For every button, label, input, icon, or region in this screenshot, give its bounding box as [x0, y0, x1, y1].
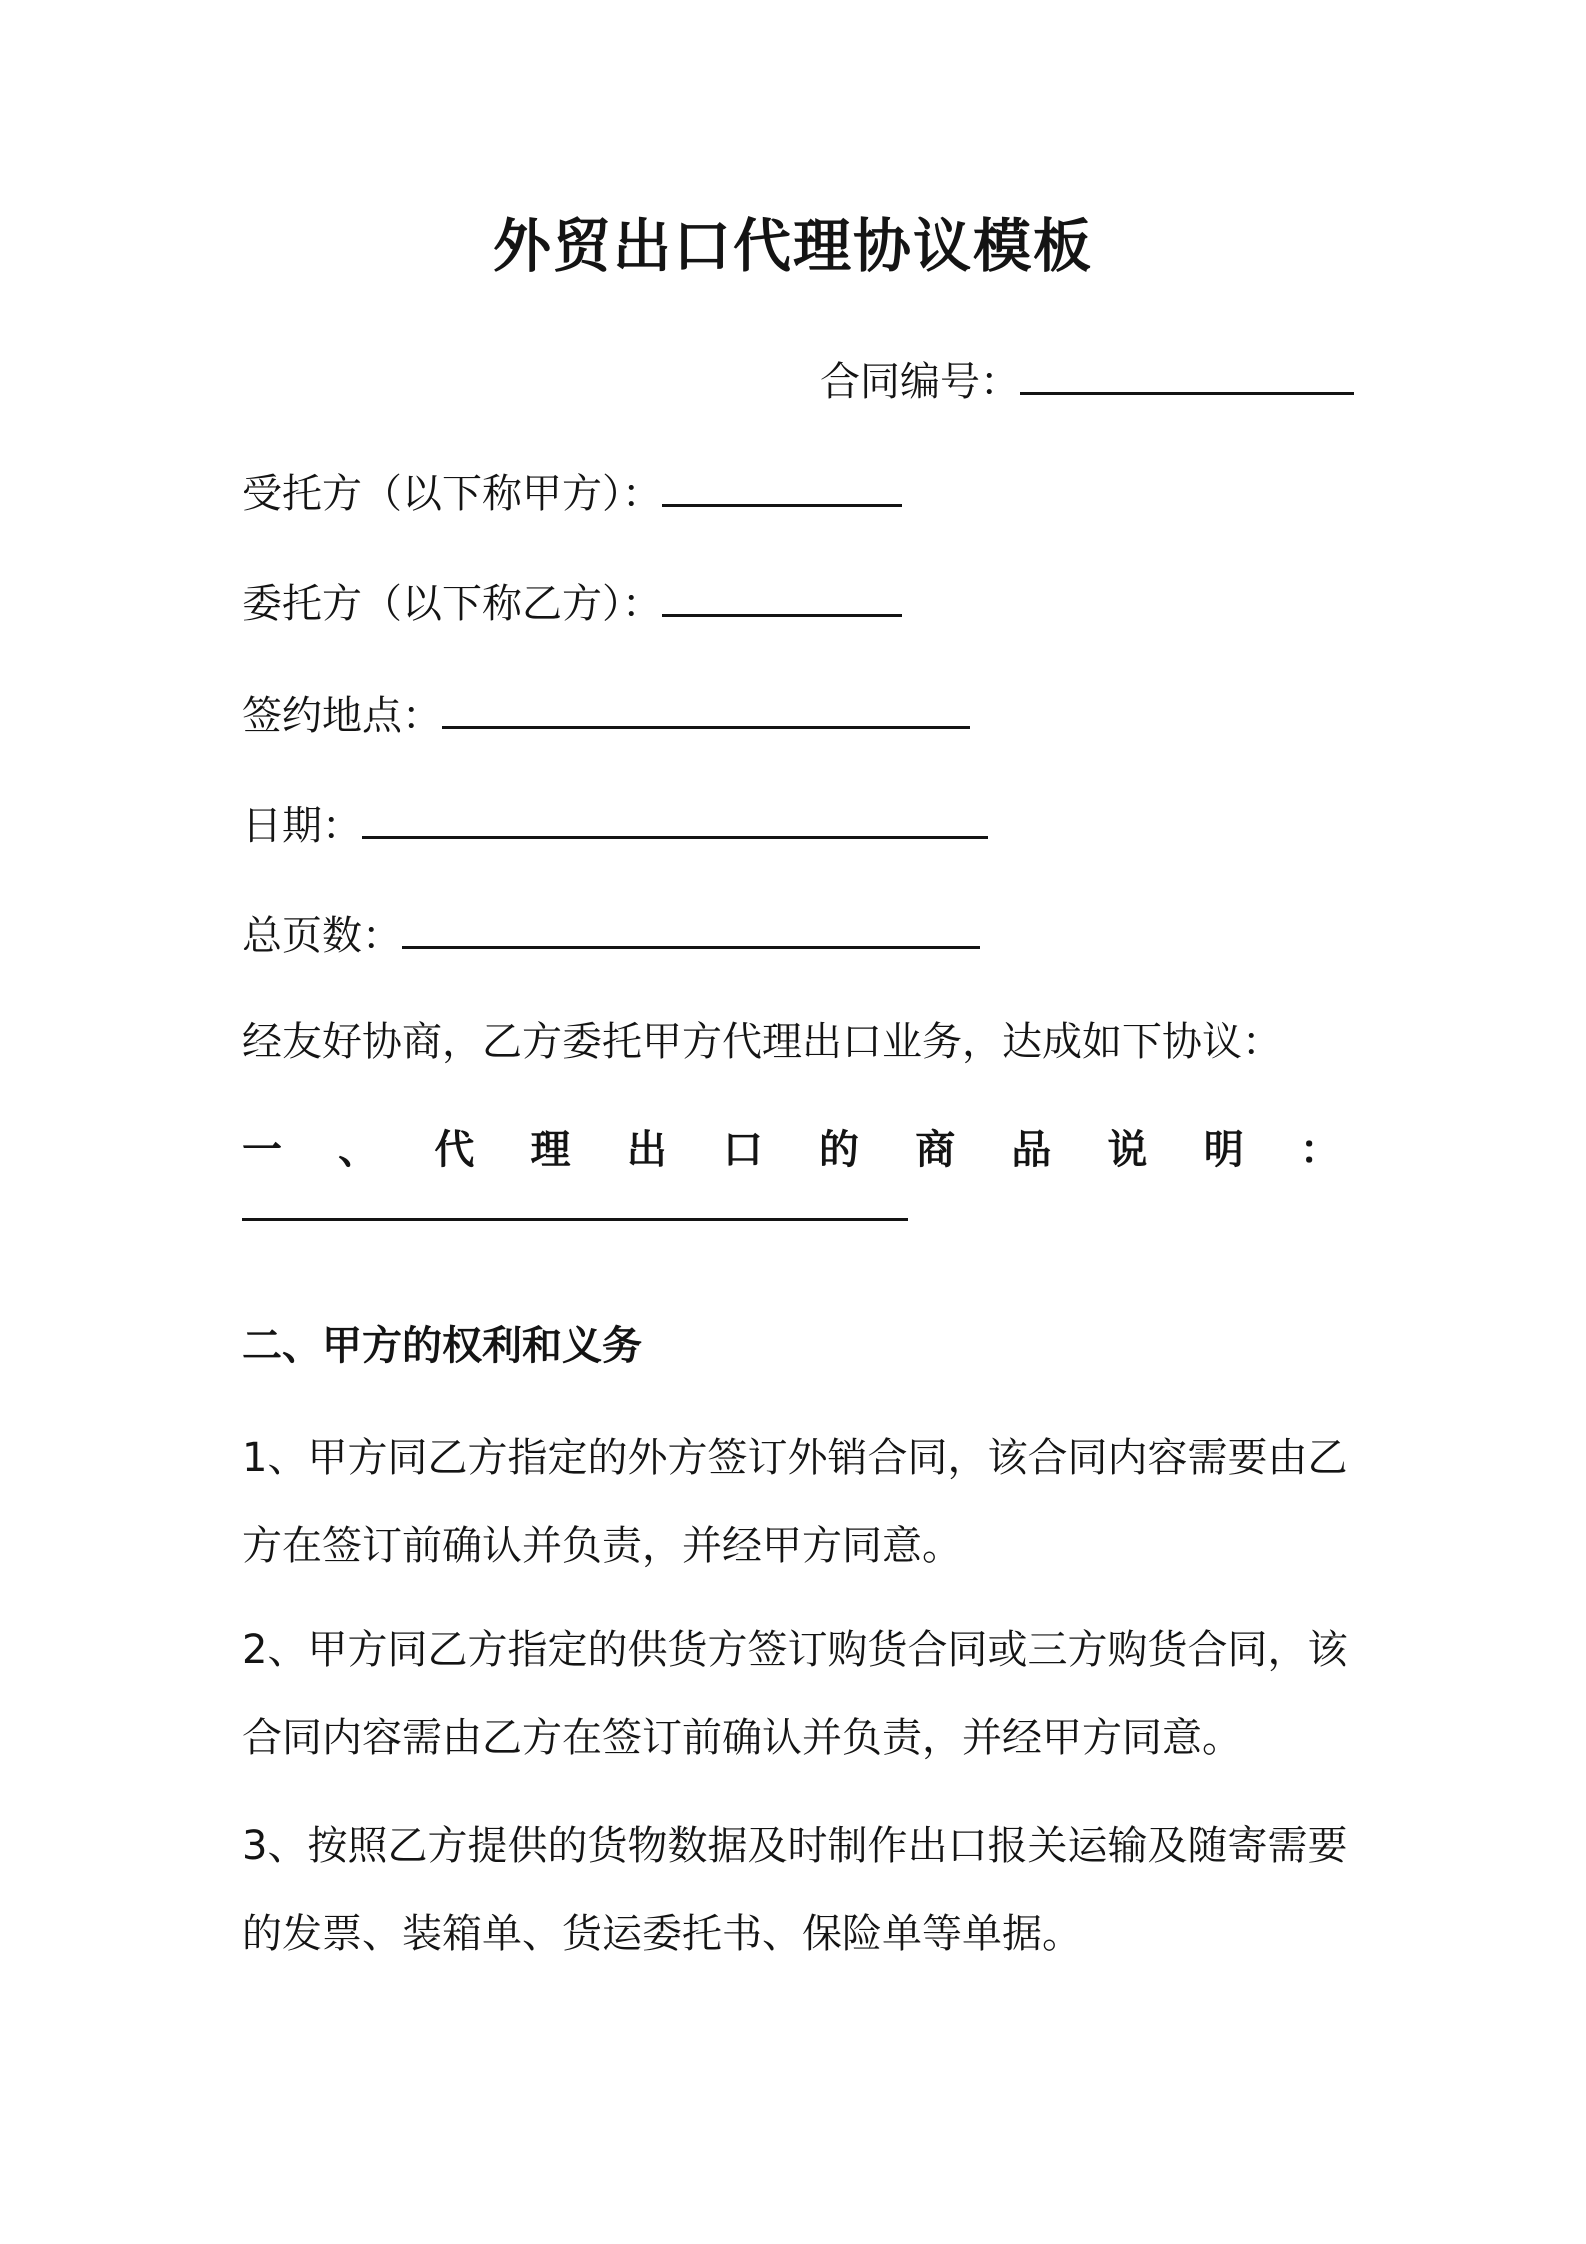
section1-blank[interactable]: [242, 1218, 908, 1221]
date-label: 日期：: [242, 803, 362, 849]
trustor-label: 委托方（以下称乙方）：: [242, 581, 662, 627]
trustee-label: 受托方（以下称甲方）：: [242, 471, 662, 517]
contract-number-line: [820, 352, 1354, 410]
signing-place-label: 签约地点：: [242, 693, 442, 739]
section1-char: 商: [915, 1127, 956, 1173]
total-pages-blank[interactable]: [402, 906, 980, 949]
section1-char: 明: [1203, 1127, 1244, 1173]
signing-place-blank[interactable]: [442, 686, 970, 729]
document-title: 外贸出口代理协议模板: [492, 212, 1093, 280]
date-line: [242, 796, 988, 854]
trustee-blank[interactable]: [662, 464, 902, 507]
trustee-line: [242, 464, 902, 522]
signing-place-line: [242, 686, 970, 744]
section1-char: 的: [819, 1127, 860, 1173]
section1-heading: [242, 1122, 1340, 1178]
section1-char: 出: [626, 1127, 667, 1173]
section1-char: 代: [434, 1127, 475, 1173]
section1-char: 说: [1107, 1127, 1148, 1173]
total-pages-line: [242, 906, 980, 964]
trustor-blank[interactable]: [662, 574, 902, 617]
contract-number-blank[interactable]: [1020, 352, 1354, 395]
contract-number-label: 合同编号：: [820, 359, 1020, 405]
section1-char: ：: [1299, 1127, 1340, 1173]
trustor-line: [242, 574, 902, 632]
section1-char: 、: [338, 1127, 379, 1173]
section1-char: 口: [722, 1127, 763, 1173]
section1-char: 品: [1011, 1127, 1052, 1173]
clause-2: 2、甲方同乙方指定的供货方签订购货合同或三方购货合同，该合同内容需由乙方在签订前确认并负责，并经甲方同意。: [242, 1627, 1348, 1761]
total-pages-label: 总页数：: [242, 913, 402, 959]
clause-3: 3、按照乙方提供的货物数据及时制作出口报关运输及随寄需要的发票、装箱单、货运委托书、保险单等单据。: [242, 1823, 1348, 1957]
section1-char: 一: [242, 1127, 282, 1173]
clause-1: 1、甲方同乙方指定的外方签订外销合同，该合同内容需要由乙方在签订前确认并负责，并经甲方同意。: [242, 1435, 1348, 1569]
intro-paragraph: 经友好协商，乙方委托甲方代理出口业务，达成如下协议：: [242, 1019, 1282, 1065]
section1-char: 理: [530, 1127, 571, 1173]
date-blank[interactable]: [362, 796, 988, 839]
section2-title: 二、甲方的权利和义务: [242, 1323, 642, 1369]
